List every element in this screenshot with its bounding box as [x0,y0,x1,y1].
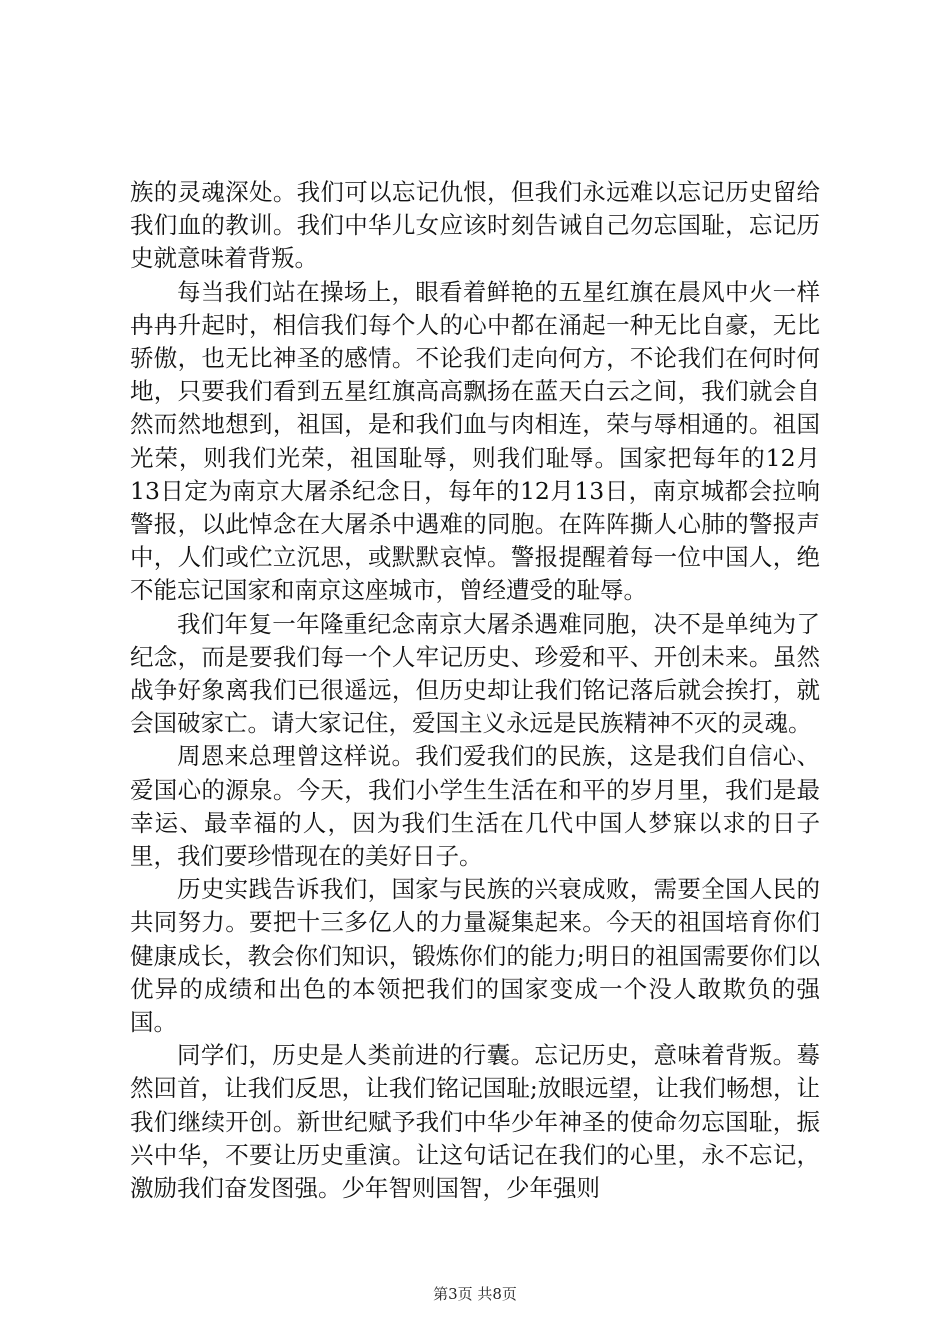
document-body [130,176,820,1205]
paragraph-4: 周恩来总理曾这样说。我们爱我们的民族，这是我们自信心、爱国心的源泉。今天，我们小学生生活在和平的岁月里，我们是最幸运、最幸福的人，因为我们生活在几代中国人梦寐以求的日子里，我们要珍惜现在的美好日子。 [130,742,820,871]
paragraph-5: 历史实践告诉我们，国家与民族的兴衰成败，需要全国人民的共同努力。要把十三多亿人的力量凝集起来。今天的祖国培育你们健康成长，教会你们知识，锻炼你们的能力;明日的祖国需要你们以优异的成绩和出色的本领把我们的国家变成一个没人敢欺负的强国。 [130,875,820,1037]
paragraph-1: 族的灵魂深处。我们可以忘记仇恨，但我们永远难以忘记历史留给我们血的教训。我们中华儿女应该时刻告诫自己勿忘国耻，忘记历史就意味着背叛。 [130,178,820,273]
paragraph-2: 每当我们站在操场上，眼看着鲜艳的五星红旗在晨风中火一样冉冉升起时，相信我们每个人的心中都在涌起一种无比自豪，无比骄傲，也无比神圣的感情。不论我们走向何方，不论我们在何时何地，只要我们看到五星红旗高高飘扬在蓝天白云之间，我们就会自然而然地想到，祖国，是和我们血与肉相连，荣与辱相通的。祖国光荣，则我们光荣，祖国耻辱，则我们耻辱。国家把每年的12月13日定为南京大屠杀纪念日，每年的12月13日，南京城都会拉响警报，以此悼念在大屠杀中遇难的同胞。在阵阵撕人心肺的警报声中，人们或伫立沉思，或默默哀悼。警报提醒着每一位中国人，绝不能忘记国家和南京这座城市，曾经遭受的耻辱。 [130,277,820,605]
paragraph-6: 同学们，历史是人类前进的行囊。忘记历史，意味着背叛。蓦然回首，让我们反思，让我们铭记国耻;放眼远望，让我们畅想，让我们继续开创。新世纪赋予我们中华少年神圣的使命勿忘国耻，振兴中华，不要让历史重演。让这句话记在我们的心里，永不忘记，激励我们奋发图强。少年智则国智，少年强则 [130,1041,820,1203]
page-number-footer: 第3页 共8页 [433,1285,517,1303]
paragraph-3: 我们年复一年隆重纪念南京大屠杀遇难同胞，决不是单纯为了纪念，而是要我们每一个人牢记历史、珍爱和平、开创未来。虽然战争好象离我们已很遥远，但历史却让我们铭记落后就会挨打，就会国破家亡。请大家记住，爱国主义永远是民族精神不灭的灵魂。 [130,609,820,738]
